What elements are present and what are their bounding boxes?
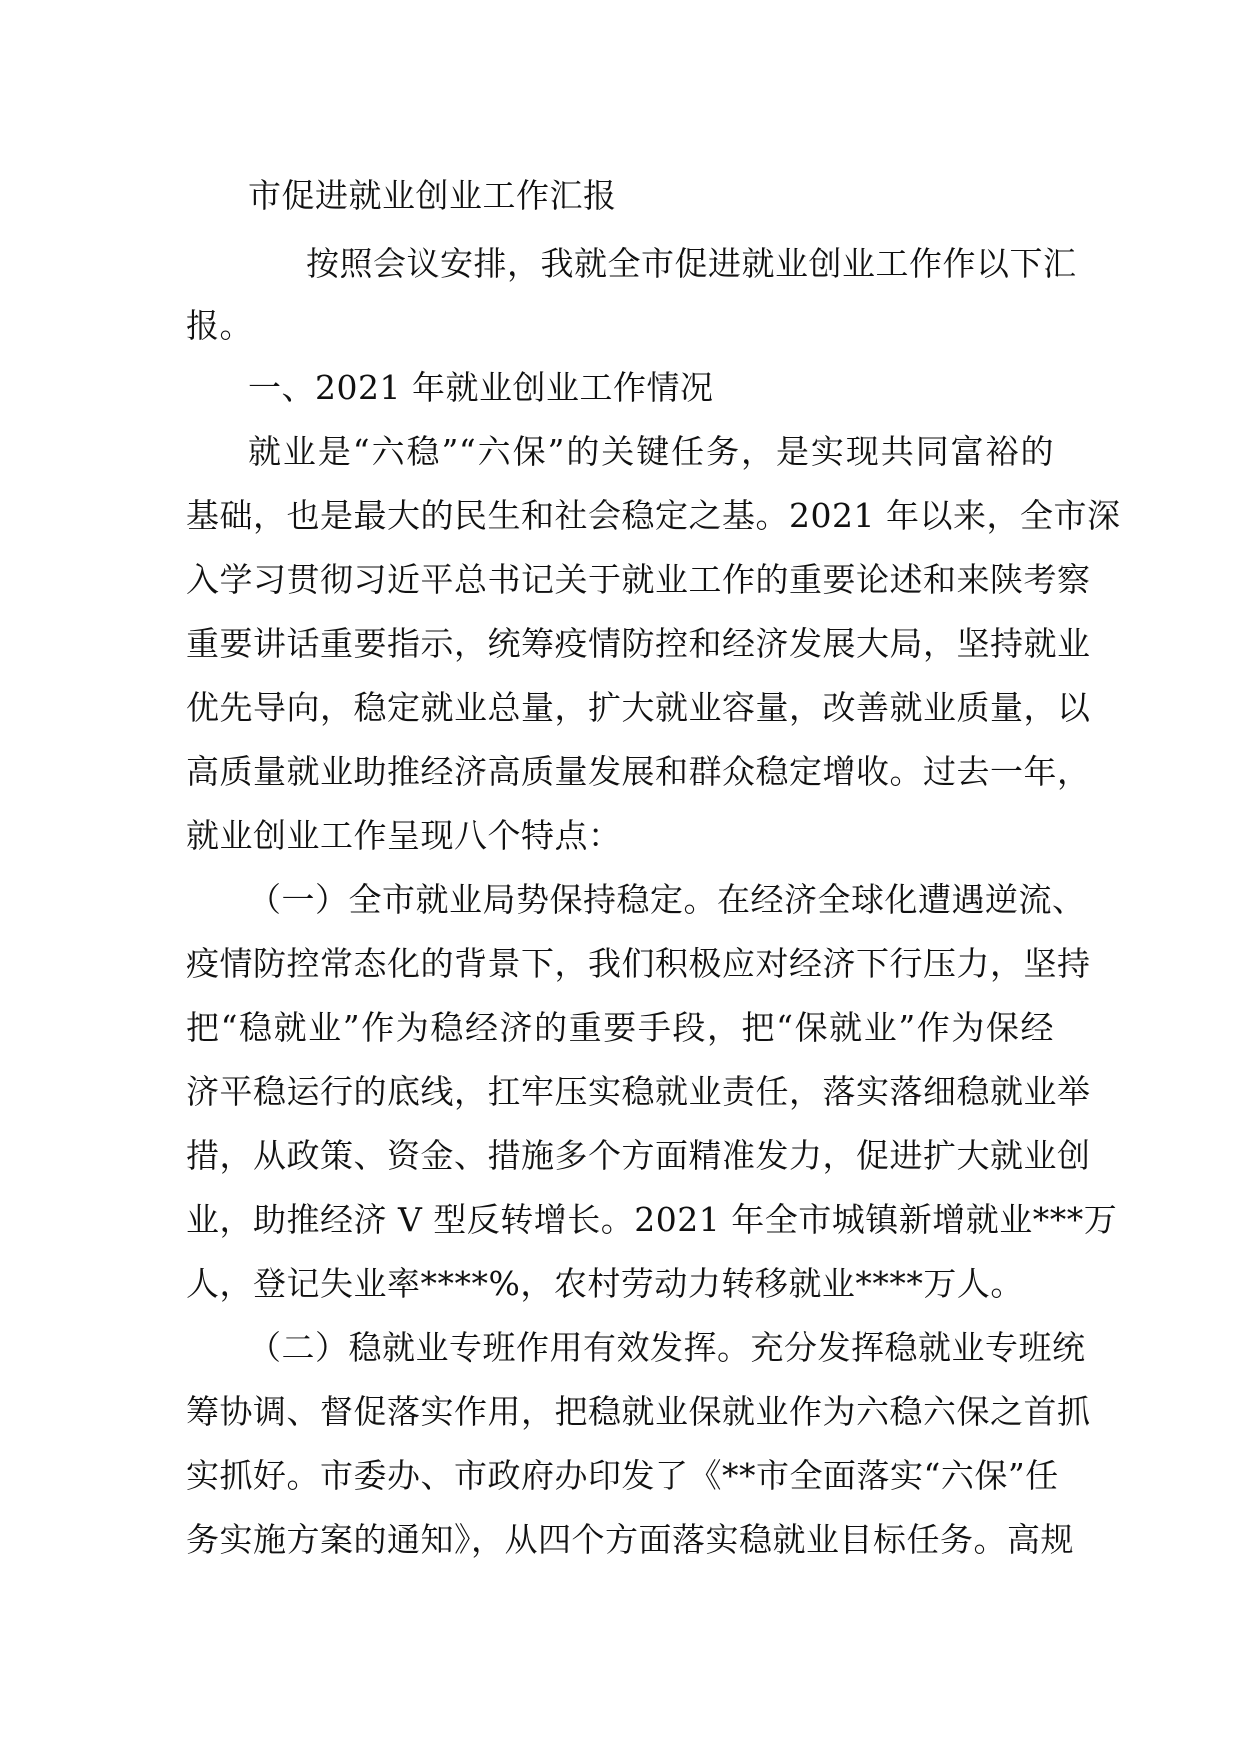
paragraph-line: （一）全市就业局势保持稳定。在经济全球化遭遇逆流、 [248,880,1086,919]
paragraph-line: 济平稳运行的底线，扛牢压实稳就业责任，落实落细稳就业举 [186,1072,1091,1111]
paragraph-line: 高质量就业助推经济高质量发展和群众稳定增收。过去一年， [186,752,1091,791]
paragraph-line: 务实施方案的通知》，从四个方面落实稳就业目标任务。高规 [186,1520,1074,1559]
paragraph-line: 入学习贯彻习近平总书记关于就业工作的重要论述和来陕考察 [186,560,1091,599]
paragraph-line: 人，登记失业率****%，农村劳动力转移就业****万人。 [186,1264,1024,1303]
paragraph-line: 报。 [186,306,253,345]
paragraph-line: 措，从政策、资金、措施多个方面精准发力，促进扩大就业创 [186,1136,1091,1175]
paragraph-line: 就业是“六稳”“六保”的关键任务，是实现共同富裕的 [248,432,1054,471]
paragraph-line: 业，助推经济 V 型反转增长。2021 年全市城镇新增就业***万 [186,1200,1118,1239]
paragraph-line: 基础，也是最大的民生和社会稳定之基。2021 年以来，全市深 [186,496,1121,535]
paragraph-line: 把“稳就业”作为稳经济的重要手段，把“保就业”作为保经 [186,1008,1054,1047]
paragraph-line: 按照会议安排，我就全市促进就业创业工作作以下汇 [306,244,1077,283]
paragraph-line: 实抓好。市委办、市政府办印发了《**市全面落实“六保”任 [186,1456,1059,1495]
paragraph-line: 重要讲话重要指示，统筹疫情防控和经济发展大局，坚持就业 [186,624,1091,663]
paragraph-line: 优先导向，稳定就业总量，扩大就业容量，改善就业质量，以 [186,688,1091,727]
paragraph-line: 疫情防控常态化的背景下，我们积极应对经济下行压力，坚持 [186,944,1091,983]
paragraph-line: （二）稳就业专班作用有效发挥。充分发挥稳就业专班统 [248,1328,1086,1367]
paragraph-line: 就业创业工作呈现八个特点： [186,816,622,855]
document-title: 市促进就业创业工作汇报 [248,176,617,215]
paragraph-line: 筹协调、督促落实作用，把稳就业保就业作为六稳六保之首抓 [186,1392,1091,1431]
section-heading: 一、2021 年就业创业工作情况 [248,368,714,407]
